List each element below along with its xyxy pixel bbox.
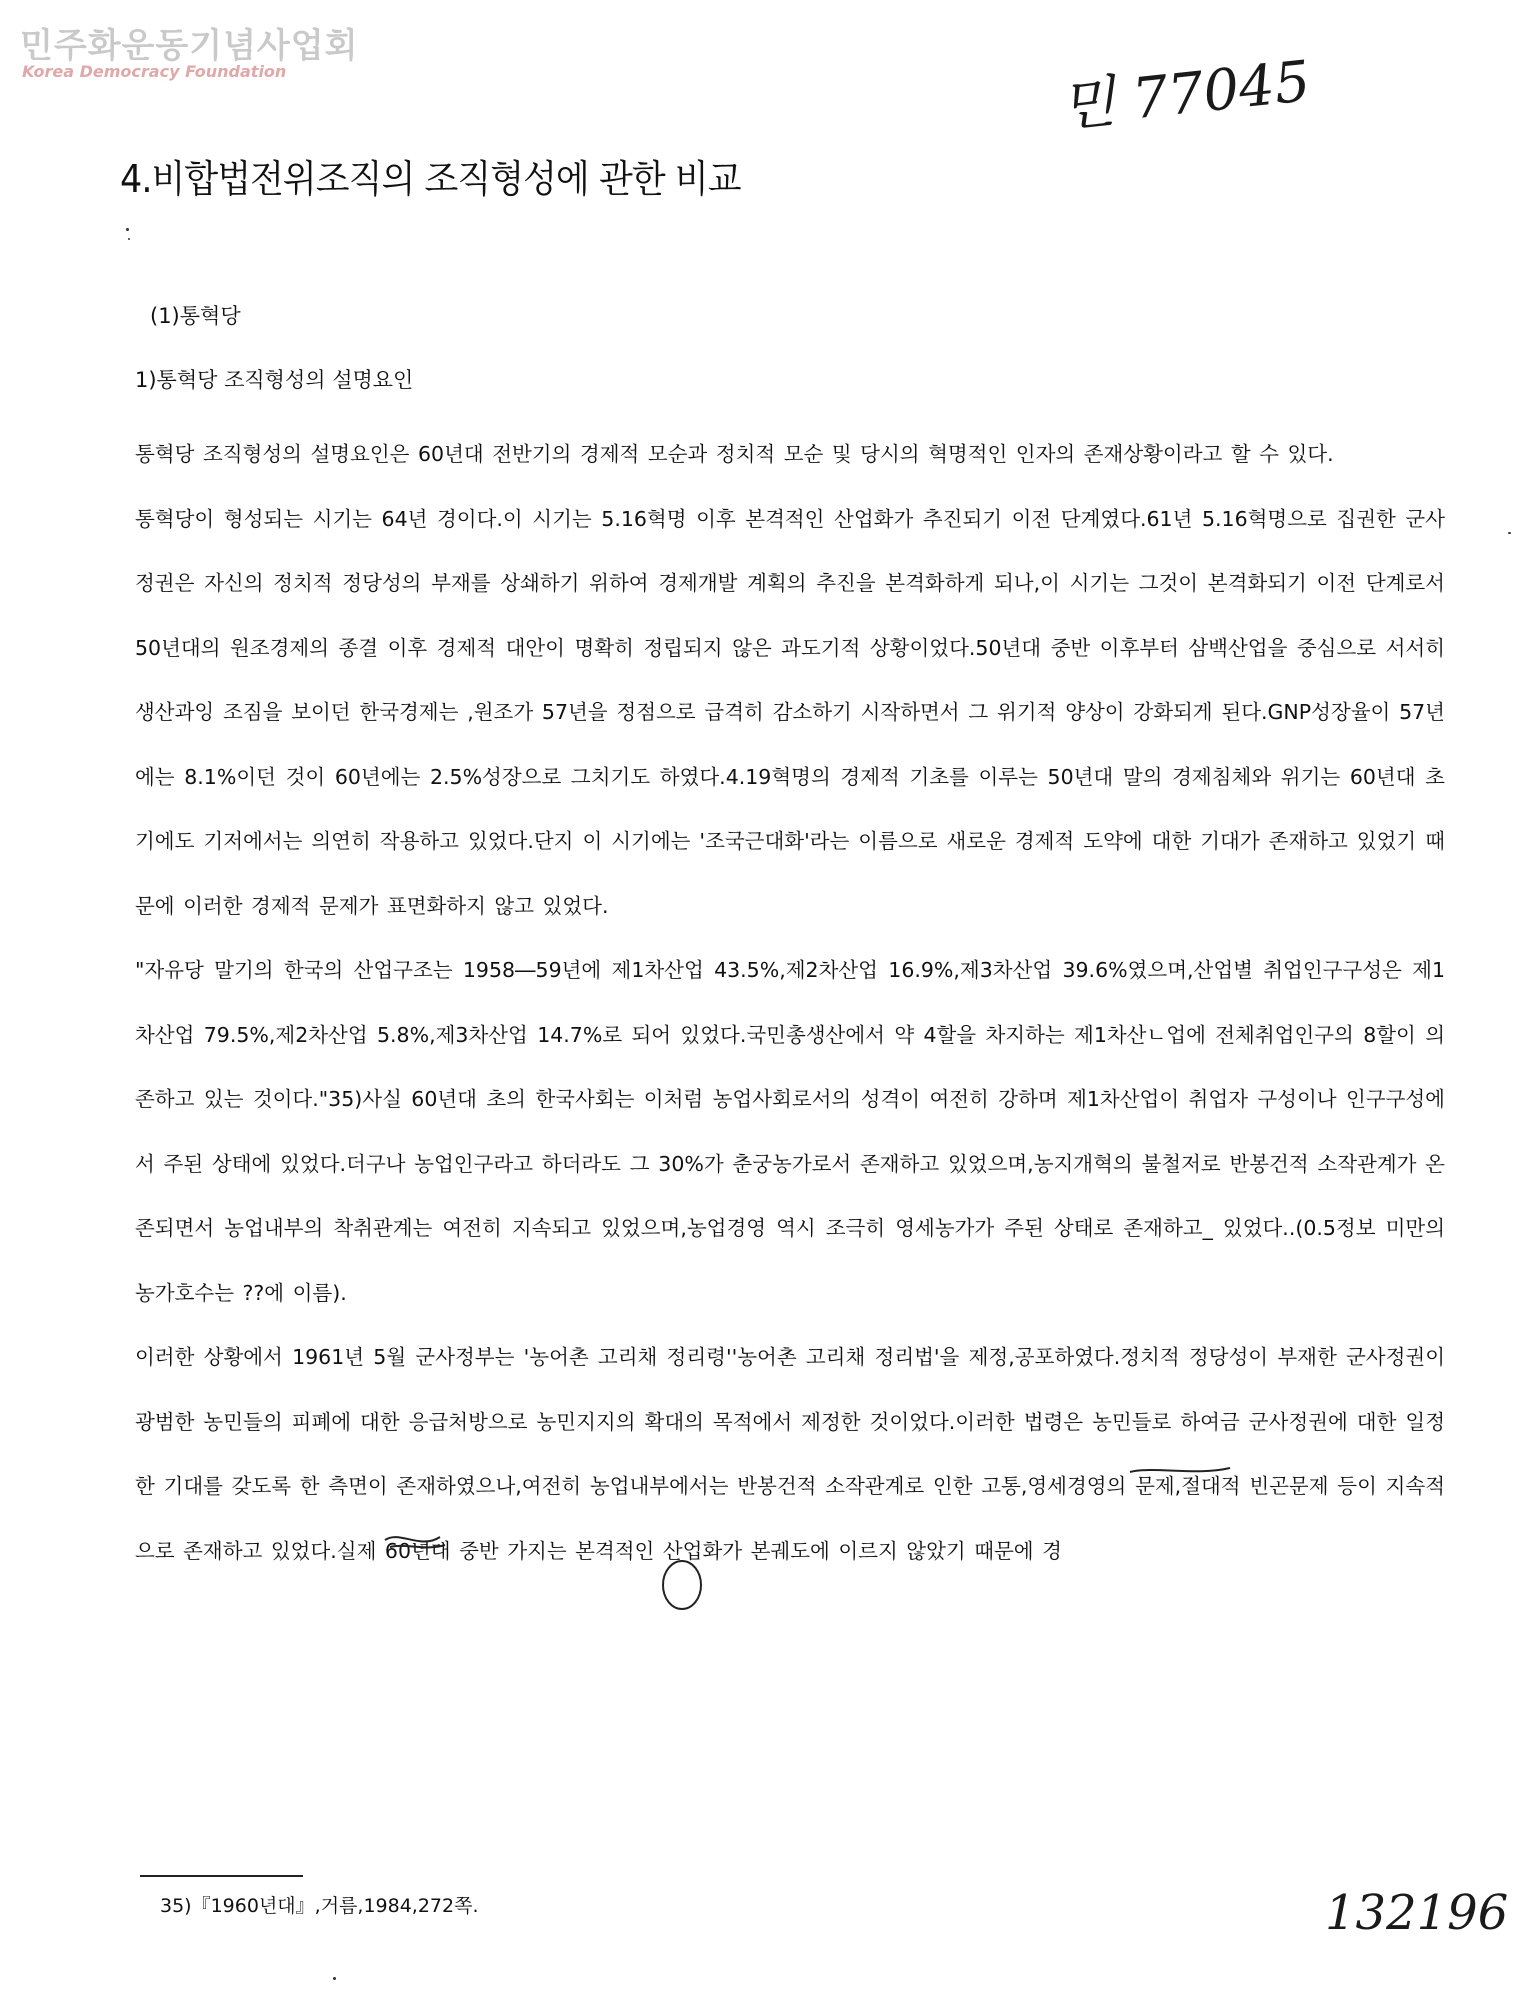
paragraph: 이러한 상황에서 1961년 5월 군사정부는 '농어촌 고리채 정리령''농어촌 고리채 정리법'을 제정,공포하였다.정치적 정당성이 부재한 군사정권이 광범한 농민들의 피폐에 대한 응급처방으로 농민지지의 확대의 목적에서 제정한 것이었다.이러한 법령은 농민들로 하여금 군사정권에 대한 일정한 기대를 갖도록 한 측면이 존재하였으나,여전히 농업내부에서는 반봉건적 소작관계로 인한 고통,영세경영의 문제,절대적 빈곤문제 등이 지속적으로 존재하고 있었다.실제 60년대 중반 가지는 본격적인 산업화가 본궤도에 이르지 않았기 때문에 경 [135,1345,1445,1563]
sub-subsection-title: 1)통혁당 조직형성의 설명요인 [135,368,414,392]
foundation-logo-english: Korea Democracy Foundation [22,62,287,81]
subsection-title: (1)통혁당 [150,304,241,328]
paragraph: 통혁당이 형성되는 시기는 64년 경이다.이 시기는 5.16혁명 이후 본격적인 산업화가 추진되기 이전 단계였다.61년 5.16혁명으로 집권한 군사정권은 자신의 정치적 정당성의 부재를 상쇄하기 위하여 경제개발 계획의 추진을 본격화하게 되나,이 시기는 그것이 본격화되기 이전 단계로서 50년대의 원조경제의 종결 이후 경제적 대안이 명확히 정립되지 않은 과도기적 상황이었다.50년대 중반 이후부터 삼백산업을 중심으로 서서히 생산과잉 조짐을 보이던 한국경제는 ,원조가 57년을 정점으로 급격히 감소하기 시작하면서 그 위기적 양상이 강화되게 된다.GNP성장율이 57년에는 8.1%이던 것이 60년에는 2.5%성장으로 그치기도 하였다.4.19혁명의 경제적 기초를 이루는 50년대 말의 경제침체와 위기는 60년대 초기에도 기저에서는 의연히 작용하고 있었다.단지 이 시기에는 '조국근대화'라는 이름으로 새로운 경제적 도약에 대한 기대가 존재하고 있었기 때문에 이러한 경제적 문제가 표면화하지 않고 있었다. [135,506,1445,918]
section-title: 4.비합법전위조직의 조직형성에 관한 비교 [120,157,741,201]
handwritten-archive-number: 민 77045 [1057,49,1314,140]
paragraph: 통혁당 조직형성의 설명요인은 60년대 전반기의 경제적 모순과 정치적 모순 및 당시의 혁명적인 인자의 존재상황이라고 할 수 있다. [135,442,1334,466]
foundation-logo-korean: 민주화운동기념사업회 [20,26,359,66]
body-text [135,422,1445,1583]
scan-speck [126,228,129,231]
handwritten-page-number: 132196 [1325,1885,1509,1941]
scan-speck [1508,532,1511,534]
footnote: 35)『1960년대』,거름,1984,272쪽. [160,1895,479,1917]
scan-speck [333,1977,336,1980]
paragraph: "자유당 말기의 한국의 산업구조는 1958―59년에 제1차산업 43.5%,제2차산업 16.9%,제3차산업 39.6%였으며,산업별 취업인구구성은 제1차산업 79.5%,제2차산업 5.8%,제3차산업 14.7%로 되어 있었다.국민총생산에서 약 4할을 차지하는 제1차산ㄴ업에 전체취업인구의 8할이 의존하고 있는 것이다."35)사실 60년대 초의 한국사회는 이처럼 농업사회로서의 성격이 여전히 강하며 제1차산업이 취업자 구성이나 인구구성에서 주된 상태에 있었다.더구나 농업인구라고 하더라도 그 30%가 춘궁농가로서 존재하고 있었으며,농지개혁의 불철저로 반봉건적 소작관계가 온존되면서 농업내부의 착취관계는 여전히 지속되고 있었으며,농업경영 역시 조극히 영세농가가 주된 상태로 존재하고_ 있었다..(0.5정보 미만의 농가호수는 ??에 이름). [135,958,1445,1305]
footnote-divider [140,1875,303,1877]
scan-speck [128,238,130,240]
